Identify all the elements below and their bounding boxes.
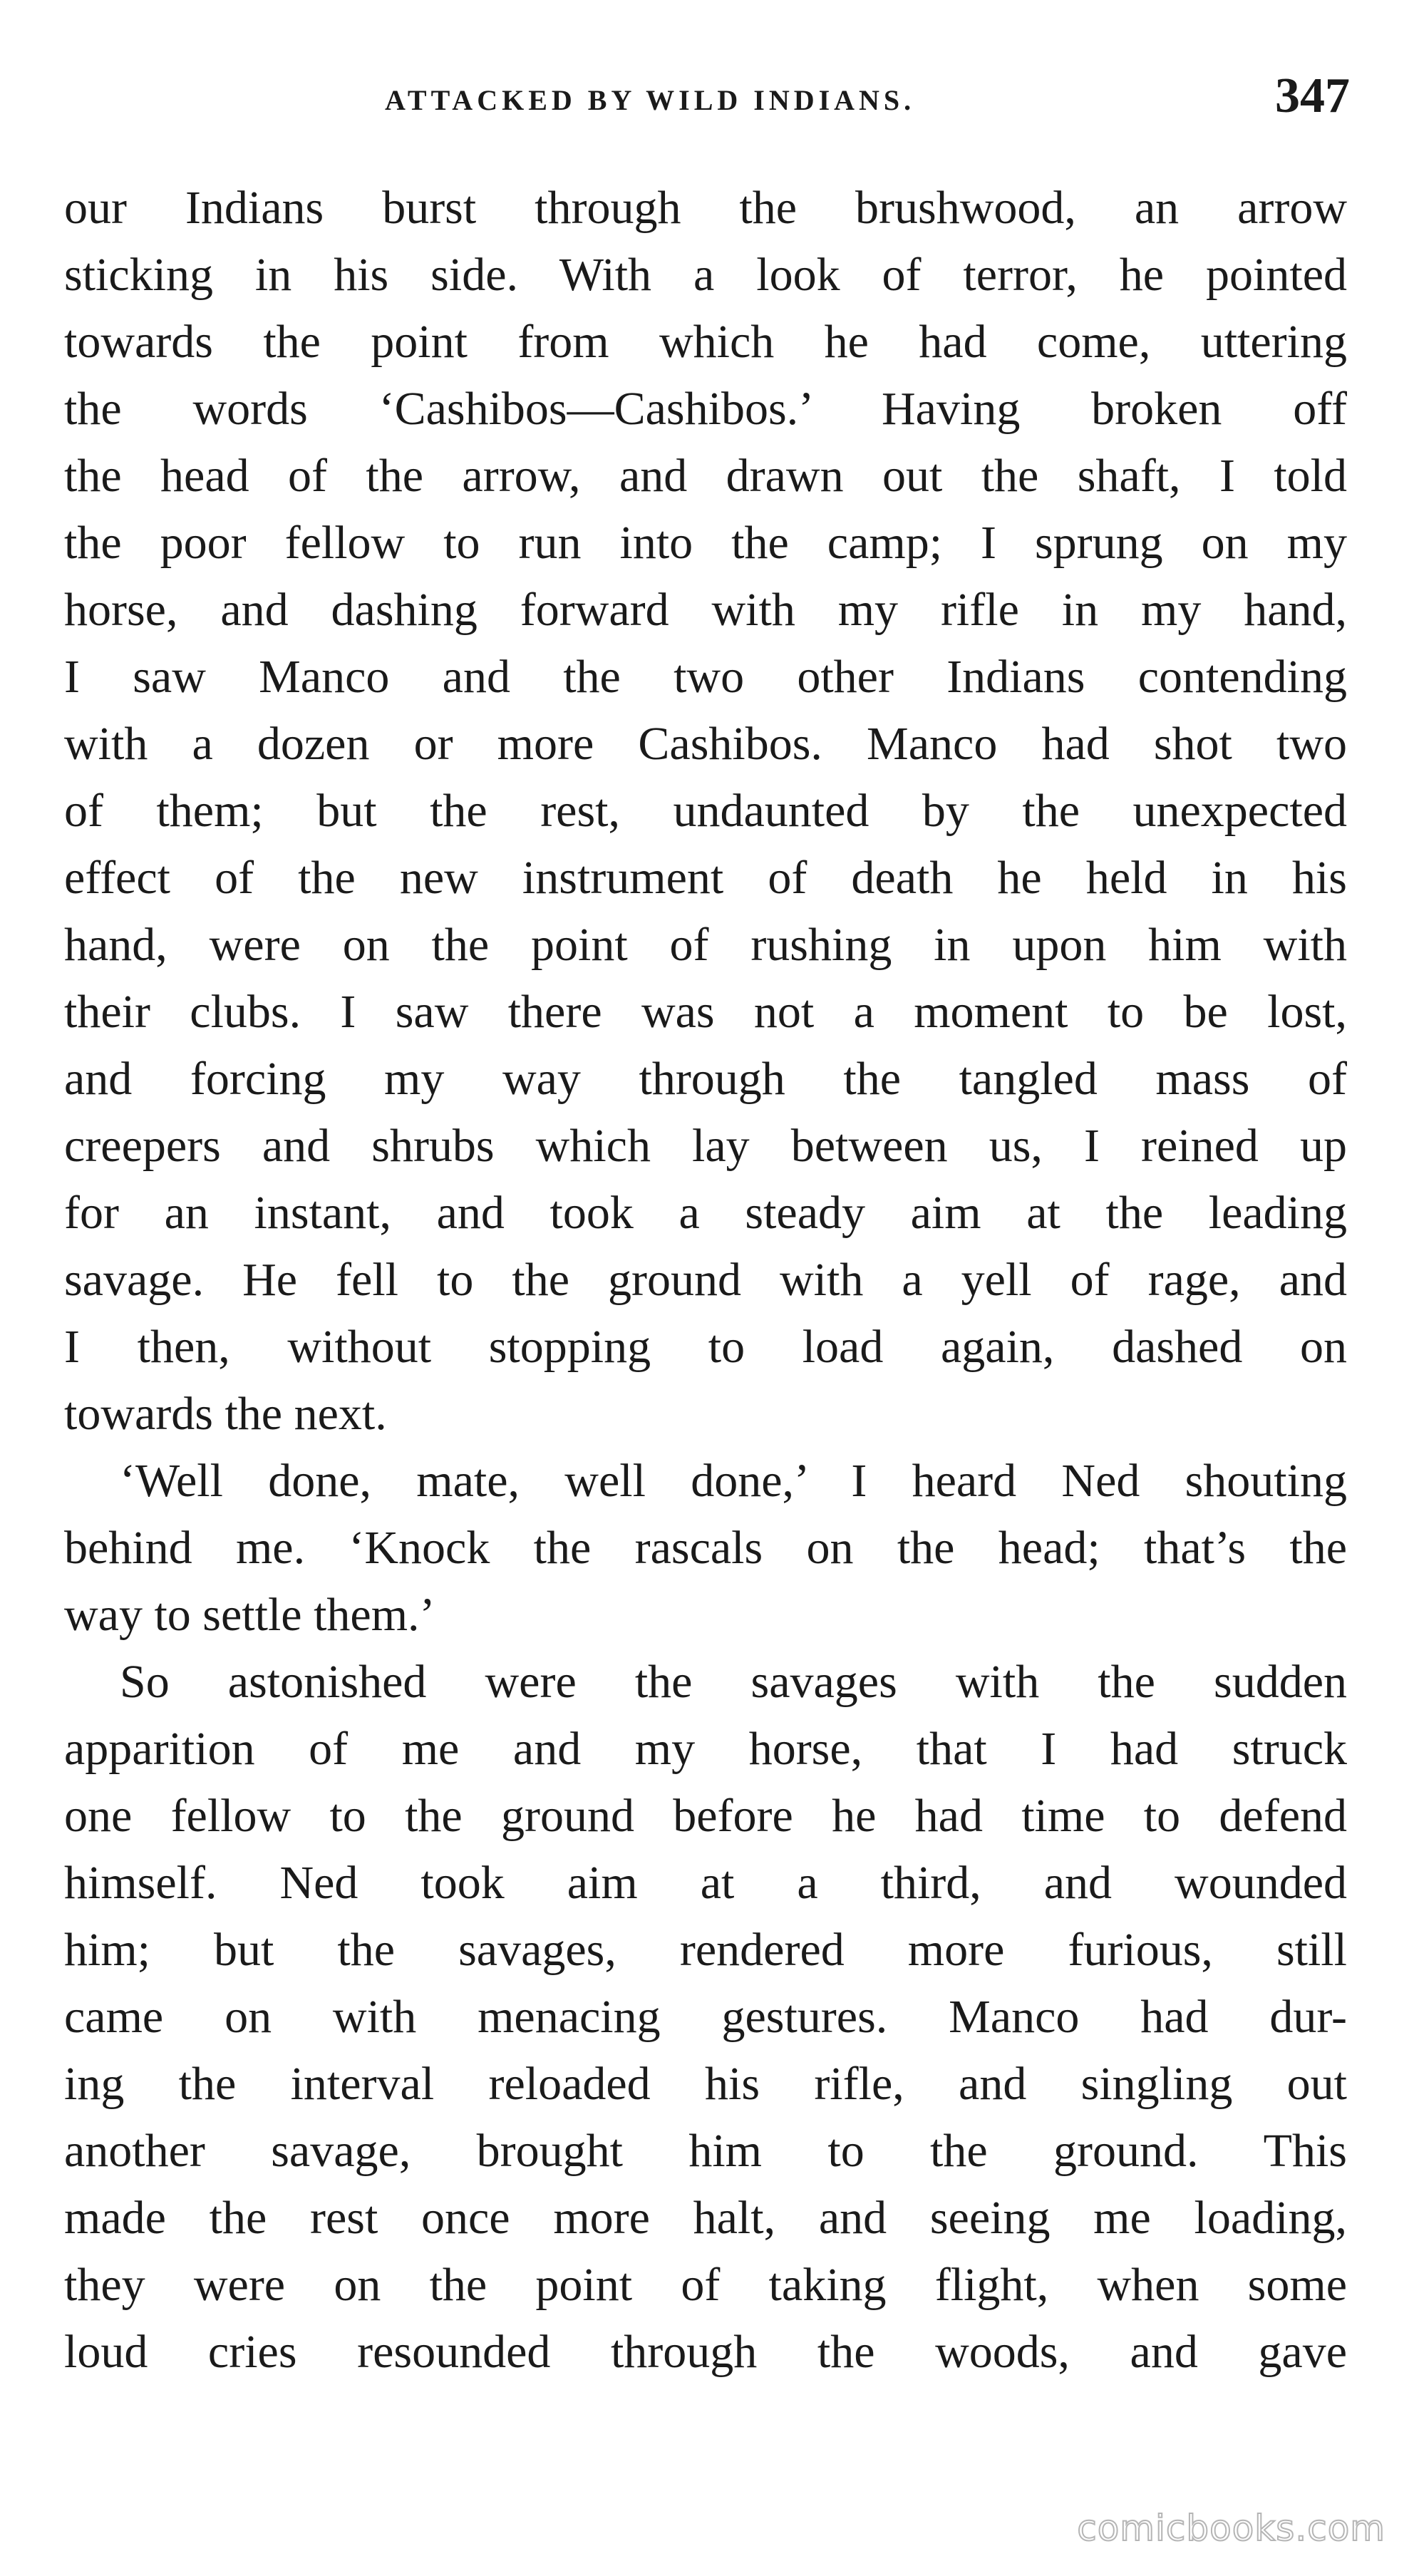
text-line: for an instant, and took a steady aim at the leading — [64, 1187, 1347, 1239]
text-line: way to settle them.’ — [64, 1589, 435, 1641]
text-line: horse, and dashing forward with my rifle in my hand, — [64, 584, 1347, 636]
body-text — [64, 175, 1347, 2386]
text-line: their clubs. I saw there was not a moment to be lost, — [64, 986, 1347, 1038]
text-line: savage. He fell to the ground with a yell of rage, and — [64, 1254, 1347, 1306]
text-line: effect of the new instrument of death he held in his — [64, 852, 1347, 904]
text-line: the poor fellow to run into the camp; I sprung on my — [64, 517, 1347, 569]
text-line: one fellow to the ground before he had time to defend — [64, 1790, 1347, 1842]
text-line: and forcing my way through the tangled mass of — [64, 1053, 1347, 1105]
text-line: made the rest once more halt, and seeing me loading, — [64, 2192, 1347, 2244]
text-line: towards the point from which he had come, uttering — [64, 316, 1347, 368]
text-line: another savage, brought him to the ground. This — [64, 2125, 1347, 2177]
text-line: towards the next. — [64, 1388, 387, 1440]
text-line: came on with menacing gestures. Manco had dur- — [64, 1991, 1347, 2043]
text-line: So astonished were the savages with the sudden — [120, 1656, 1347, 1708]
text-line: of them; but the rest, undaunted by the unexpected — [64, 785, 1347, 837]
text-line: our Indians burst through the brushwood, an arrow — [64, 182, 1347, 234]
text-line: the words ‘Cashibos—Cashibos.’ Having broken off — [64, 383, 1347, 435]
text-line: behind me. ‘Knock the rascals on the head; that’s the — [64, 1522, 1347, 1574]
text-line: himself. Ned took aim at a third, and wounded — [64, 1857, 1347, 1909]
running-title: ATTACKED BY WILD INDIANS. — [385, 84, 916, 116]
text-line: him; but the savages, rendered more furious, still — [64, 1924, 1347, 1976]
text-line: loud cries resounded through the woods, and gave — [64, 2326, 1347, 2378]
text-line: apparition of me and my horse, that I had struck — [64, 1723, 1347, 1775]
text-line: with a dozen or more Cashibos. Manco had shot two — [64, 718, 1347, 770]
text-line: ‘Well done, mate, well done,’ I heard Ned shouting — [120, 1455, 1347, 1507]
text-line: I then, without stopping to load again, dashed on — [64, 1321, 1347, 1373]
running-head — [64, 68, 1350, 132]
text-line: hand, were on the point of rushing in upon him with — [64, 919, 1347, 971]
text-line: I saw Manco and the two other Indians contending — [64, 651, 1347, 703]
text-line: ing the interval reloaded his rifle, and singling out — [64, 2058, 1347, 2110]
text-line: the head of the arrow, and drawn out the shaft, I told — [64, 450, 1347, 502]
text-line: creepers and shrubs which lay between us, I reined up — [64, 1120, 1347, 1172]
text-line: they were on the point of taking flight, when some — [64, 2259, 1347, 2311]
page-number: 347 — [1275, 68, 1350, 123]
text-line: sticking in his side. With a look of terror, he pointed — [64, 249, 1347, 301]
watermark: comicbooks.com — [1077, 2508, 1385, 2549]
